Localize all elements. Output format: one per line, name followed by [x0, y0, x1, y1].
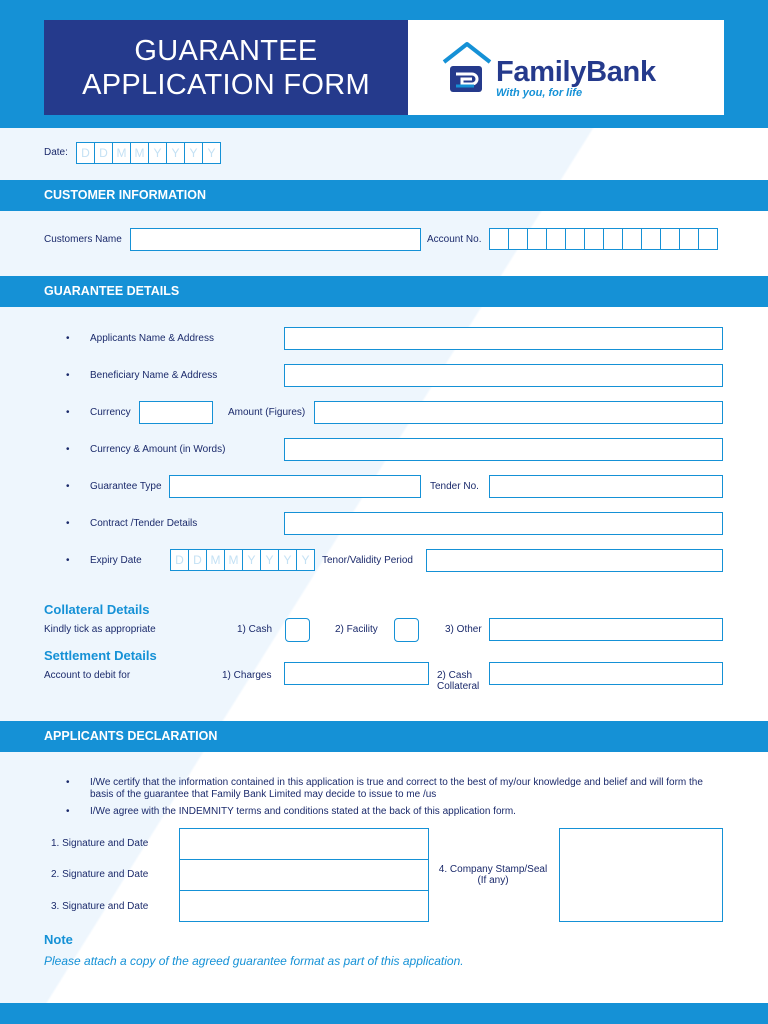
collateral-facility-label: 2) Facility: [335, 624, 378, 635]
account-debit-label: Account to debit for: [44, 670, 131, 681]
house-logo-icon: [442, 40, 492, 98]
expiry-cell[interactable]: D: [188, 549, 207, 571]
settlement-charges-label: 1) Charges: [222, 670, 272, 681]
account-no-cell[interactable]: [489, 228, 509, 250]
account-no-cell[interactable]: [660, 228, 680, 250]
expiry-cell[interactable]: Y: [242, 549, 261, 571]
collateral-facility-checkbox[interactable]: [394, 618, 419, 642]
expiry-cell[interactable]: Y: [296, 549, 315, 571]
date-label: Date:: [44, 147, 68, 158]
tender-no-field[interactable]: [489, 475, 723, 498]
settlement-charges-field[interactable]: [284, 662, 429, 685]
date-cell[interactable]: D: [94, 142, 113, 164]
guarantee-type-field[interactable]: [169, 475, 421, 498]
bullet-icon: •: [66, 444, 70, 455]
bullet-icon: •: [66, 518, 70, 529]
expiry-cell[interactable]: Y: [278, 549, 297, 571]
expiry-date-label: Expiry Date: [90, 555, 142, 566]
account-no-cell[interactable]: [584, 228, 604, 250]
settlement-cash-label-1: 2) Cash: [437, 670, 473, 681]
beneficiary-name-label: Beneficiary Name & Address: [90, 370, 218, 381]
customer-information-header: CUSTOMER INFORMATION: [0, 180, 768, 211]
title-line-1: GUARANTEE: [134, 34, 318, 67]
company-stamp-field[interactable]: [559, 828, 723, 922]
signature-1-label: 1. Signature and Date: [51, 838, 149, 849]
brand-tagline: With you, for life: [496, 87, 583, 99]
amount-words-label: Currency & Amount (in Words): [90, 444, 226, 455]
bullet-icon: •: [66, 481, 70, 492]
currency-label: Currency: [90, 407, 131, 418]
collateral-other-label: 3) Other: [445, 624, 482, 635]
brand-name: FamilyBank: [496, 56, 656, 88]
declaration-point-1: I/We certify that the information contained in this application is true and correct to the best of my/our knowledge and belief and will form the basis of the guarantee that Family Bank Limited may decide to issue to me /us: [90, 777, 703, 800]
settlement-cash-collateral-field[interactable]: [489, 662, 723, 685]
collateral-details-heading: Collateral Details: [44, 602, 150, 617]
account-no-cell[interactable]: [546, 228, 566, 250]
brand-logo: [408, 20, 724, 115]
title-line-2: APPLICATION FORM: [82, 68, 370, 101]
date-field[interactable]: [76, 142, 220, 164]
bullet-icon: •: [66, 370, 70, 381]
account-no-cell[interactable]: [679, 228, 699, 250]
tender-no-label: Tender No.: [430, 481, 479, 492]
account-no-cell[interactable]: [565, 228, 585, 250]
expiry-cell[interactable]: M: [224, 549, 243, 571]
declaration-point-2: I/We agree with the INDEMNITY terms and conditions stated at the back of this application form.: [90, 806, 516, 817]
bullet-icon: •: [66, 333, 70, 344]
settlement-details-heading: Settlement Details: [44, 648, 157, 663]
date-cell[interactable]: M: [130, 142, 149, 164]
customers-name-field[interactable]: [130, 228, 421, 251]
note-text: Please attach a copy of the agreed guarantee format as part of this application.: [44, 954, 464, 968]
bullet-icon: •: [66, 555, 70, 566]
signature-3-field[interactable]: [179, 890, 429, 922]
note-heading: Note: [44, 932, 73, 947]
collateral-cash-checkbox[interactable]: [285, 618, 310, 642]
account-no-cell[interactable]: [508, 228, 528, 250]
contract-details-label: Contract /Tender Details: [90, 518, 198, 529]
amount-figures-field[interactable]: [314, 401, 723, 424]
company-stamp-label-1: 4. Company Stamp/Seal: [438, 864, 548, 875]
date-cell[interactable]: Y: [148, 142, 167, 164]
beneficiary-name-field[interactable]: [284, 364, 723, 387]
date-cell[interactable]: D: [76, 142, 95, 164]
signature-3-label: 3. Signature and Date: [51, 901, 149, 912]
signature-2-field[interactable]: [179, 859, 429, 891]
date-cell[interactable]: Y: [184, 142, 203, 164]
applicants-declaration-header: APPLICANTS DECLARATION: [0, 721, 768, 752]
account-no-label: Account No.: [427, 234, 482, 245]
bullet-icon: •: [66, 806, 70, 817]
amount-figures-label: Amount (Figures): [228, 407, 306, 418]
footer-band: [0, 1003, 768, 1024]
signature-2-label: 2. Signature and Date: [51, 869, 149, 880]
bullet-icon: •: [66, 777, 70, 788]
applicants-name-field[interactable]: [284, 327, 723, 350]
expiry-cell[interactable]: Y: [260, 549, 279, 571]
account-no-cell[interactable]: [527, 228, 547, 250]
applicants-name-label: Applicants Name & Address: [90, 333, 214, 344]
collateral-cash-label: 1) Cash: [237, 624, 273, 635]
contract-details-field[interactable]: [284, 512, 723, 535]
currency-field[interactable]: [139, 401, 213, 424]
bullet-icon: •: [66, 407, 70, 418]
customers-name-label: Customers Name: [44, 234, 122, 245]
account-no-cell[interactable]: [698, 228, 718, 250]
expiry-date-field[interactable]: [170, 549, 314, 571]
expiry-cell[interactable]: M: [206, 549, 225, 571]
settlement-cash-label-2: Collateral: [437, 681, 480, 692]
collateral-instruction: Kindly tick as appropriate: [44, 624, 156, 635]
tenor-period-field[interactable]: [426, 549, 723, 572]
company-stamp-label-2: (If any): [477, 875, 509, 886]
date-cell[interactable]: Y: [166, 142, 185, 164]
guarantee-type-label: Guarantee Type: [90, 481, 162, 492]
guarantee-details-header: GUARANTEE DETAILS: [0, 276, 768, 307]
form-title: [44, 20, 408, 115]
date-cell[interactable]: M: [112, 142, 131, 164]
account-no-cell[interactable]: [622, 228, 642, 250]
expiry-cell[interactable]: D: [170, 549, 189, 571]
amount-words-field[interactable]: [284, 438, 723, 461]
date-cell[interactable]: Y: [202, 142, 221, 164]
account-no-field[interactable]: [489, 228, 717, 250]
collateral-other-field[interactable]: [489, 618, 723, 641]
tenor-period-label: Tenor/Validity Period: [322, 555, 413, 566]
account-no-cell[interactable]: [641, 228, 661, 250]
signature-1-field[interactable]: [179, 828, 429, 860]
account-no-cell[interactable]: [603, 228, 623, 250]
